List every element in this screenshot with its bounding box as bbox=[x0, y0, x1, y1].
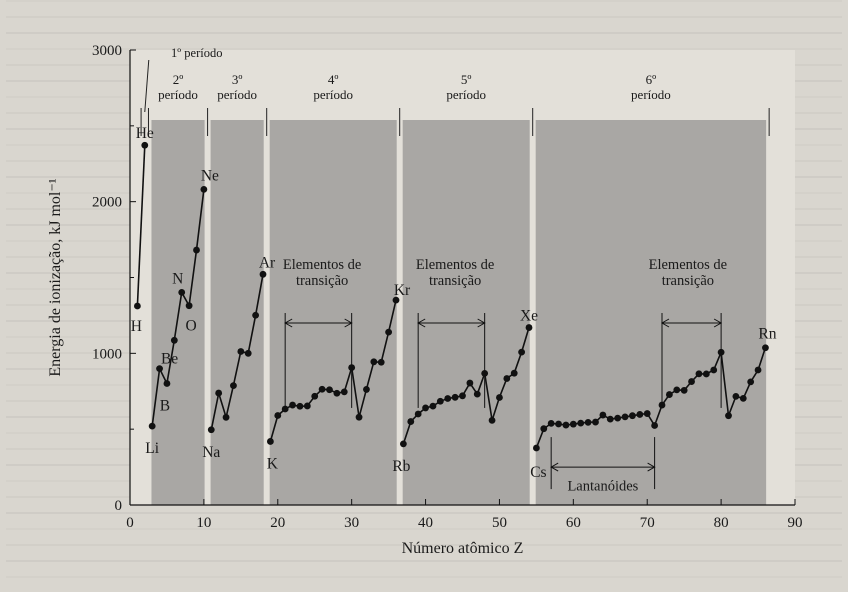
x-tick-label: 30 bbox=[344, 515, 360, 531]
period-label: período bbox=[217, 87, 257, 102]
y-tick-label: 2000 bbox=[92, 194, 122, 211]
x-tick-label: 50 bbox=[491, 515, 507, 531]
data-point bbox=[215, 390, 222, 397]
element-label: Be bbox=[160, 350, 179, 368]
data-point bbox=[407, 418, 414, 425]
annotation-label: Elementos de bbox=[282, 256, 362, 273]
period-label: 5º bbox=[460, 72, 472, 87]
data-point bbox=[289, 402, 296, 409]
x-tick-label: 60 bbox=[565, 515, 581, 531]
annotation-label: Elementos de bbox=[648, 256, 728, 273]
period-band bbox=[536, 120, 766, 505]
data-point bbox=[563, 422, 570, 429]
annotation-label: transição bbox=[295, 272, 349, 289]
data-point bbox=[526, 324, 533, 331]
data-point bbox=[585, 419, 592, 426]
data-point bbox=[503, 375, 510, 382]
data-point bbox=[474, 391, 481, 398]
period-label: período bbox=[158, 87, 198, 102]
data-point bbox=[533, 445, 540, 452]
period-label: período bbox=[631, 87, 671, 102]
data-point bbox=[193, 247, 200, 254]
data-point bbox=[673, 386, 680, 393]
x-tick-label: 10 bbox=[196, 515, 212, 531]
data-point bbox=[688, 378, 695, 385]
element-label: O bbox=[185, 317, 197, 335]
data-point bbox=[267, 438, 274, 445]
data-point bbox=[725, 412, 732, 419]
data-point bbox=[703, 371, 710, 378]
data-point bbox=[740, 395, 747, 402]
annotation-label: transição bbox=[428, 272, 482, 289]
data-point bbox=[186, 302, 193, 309]
y-tick-label: 1000 bbox=[92, 346, 122, 363]
x-tick-label: 40 bbox=[418, 515, 434, 531]
data-point bbox=[274, 412, 281, 419]
x-tick-label: 80 bbox=[713, 515, 729, 531]
period-label: 1º período bbox=[171, 46, 223, 60]
data-point bbox=[762, 344, 769, 351]
data-point bbox=[577, 420, 584, 427]
element-label: Cs bbox=[530, 463, 547, 481]
data-point bbox=[311, 393, 318, 400]
data-point bbox=[459, 392, 466, 399]
data-point bbox=[245, 350, 252, 357]
period-band bbox=[270, 120, 397, 505]
element-label: Xe bbox=[519, 307, 539, 325]
data-point bbox=[341, 388, 348, 395]
data-point bbox=[651, 422, 658, 429]
data-point bbox=[430, 403, 437, 410]
period-label: período bbox=[446, 87, 487, 102]
element-label: He bbox=[135, 125, 154, 143]
period-label: 2º bbox=[172, 72, 184, 87]
data-point bbox=[208, 426, 215, 433]
annotation-label: Lantanóides bbox=[567, 478, 639, 495]
annotation-label: transição bbox=[661, 272, 715, 289]
data-point bbox=[518, 349, 525, 356]
data-point bbox=[622, 413, 629, 420]
data-point bbox=[511, 370, 518, 377]
data-point bbox=[555, 421, 562, 428]
data-point bbox=[252, 312, 259, 319]
data-point bbox=[378, 359, 385, 366]
data-point bbox=[592, 419, 599, 426]
data-point bbox=[141, 142, 148, 149]
data-point bbox=[548, 420, 555, 427]
element-label: Ar bbox=[258, 254, 276, 272]
period-label: 4º bbox=[327, 72, 339, 87]
data-point bbox=[356, 414, 363, 421]
data-point bbox=[223, 414, 230, 421]
data-point bbox=[237, 348, 244, 355]
data-point bbox=[644, 410, 651, 417]
data-point bbox=[747, 378, 754, 385]
element-label: H bbox=[130, 318, 142, 336]
data-point bbox=[422, 405, 429, 412]
data-point bbox=[540, 425, 547, 432]
x-tick-label: 0 bbox=[126, 515, 134, 531]
element-label: Rb bbox=[392, 457, 411, 475]
data-point bbox=[755, 367, 762, 374]
data-point bbox=[400, 440, 407, 447]
data-point bbox=[496, 394, 503, 401]
element-label: N bbox=[172, 270, 184, 288]
element-label: B bbox=[159, 397, 171, 415]
element-label: Rn bbox=[758, 325, 777, 343]
data-point bbox=[333, 390, 340, 397]
data-point bbox=[570, 421, 577, 428]
data-point bbox=[614, 415, 621, 422]
data-point bbox=[696, 370, 703, 377]
data-point bbox=[444, 395, 451, 402]
data-point bbox=[599, 412, 606, 419]
y-axis-label: Energia de ionização, kJ mol⁻¹ bbox=[47, 178, 64, 377]
period-band bbox=[403, 120, 530, 505]
element-label: Kr bbox=[393, 282, 411, 300]
element-label: Ne bbox=[200, 167, 219, 185]
y-tick-label: 0 bbox=[114, 498, 122, 514]
data-point bbox=[710, 367, 717, 374]
annotation-label: Elementos de bbox=[415, 256, 495, 273]
data-point bbox=[437, 398, 444, 405]
data-point bbox=[452, 394, 459, 401]
period-label: 6º bbox=[645, 72, 657, 87]
data-point bbox=[629, 412, 636, 419]
data-point bbox=[363, 386, 370, 393]
data-point bbox=[636, 411, 643, 418]
data-point bbox=[489, 417, 496, 424]
data-point bbox=[149, 423, 156, 430]
data-point bbox=[297, 403, 304, 410]
data-point bbox=[385, 329, 392, 336]
element-label: K bbox=[266, 455, 278, 473]
data-point bbox=[370, 358, 377, 365]
x-tick-label: 20 bbox=[270, 515, 286, 531]
data-point bbox=[260, 271, 267, 278]
data-point bbox=[200, 186, 207, 193]
data-point bbox=[171, 337, 178, 344]
data-point bbox=[230, 382, 237, 389]
data-point bbox=[134, 303, 141, 310]
x-tick-label: 70 bbox=[639, 515, 655, 531]
data-point bbox=[178, 289, 185, 296]
data-point bbox=[466, 380, 473, 387]
data-point bbox=[326, 386, 333, 393]
data-point bbox=[681, 387, 688, 394]
data-point bbox=[304, 403, 311, 410]
data-point bbox=[732, 393, 739, 400]
x-axis-label: Número atômico Z bbox=[401, 540, 524, 557]
data-point bbox=[415, 411, 422, 418]
data-point bbox=[666, 391, 673, 398]
y-tick-label: 3000 bbox=[92, 43, 122, 59]
period-label: período bbox=[313, 87, 354, 102]
x-tick-label: 90 bbox=[787, 515, 803, 531]
element-label: Li bbox=[145, 440, 160, 458]
data-point bbox=[319, 386, 326, 393]
element-label: Na bbox=[202, 443, 221, 461]
data-point bbox=[607, 416, 614, 423]
period-label: 3º bbox=[231, 72, 243, 87]
data-point bbox=[164, 380, 171, 387]
